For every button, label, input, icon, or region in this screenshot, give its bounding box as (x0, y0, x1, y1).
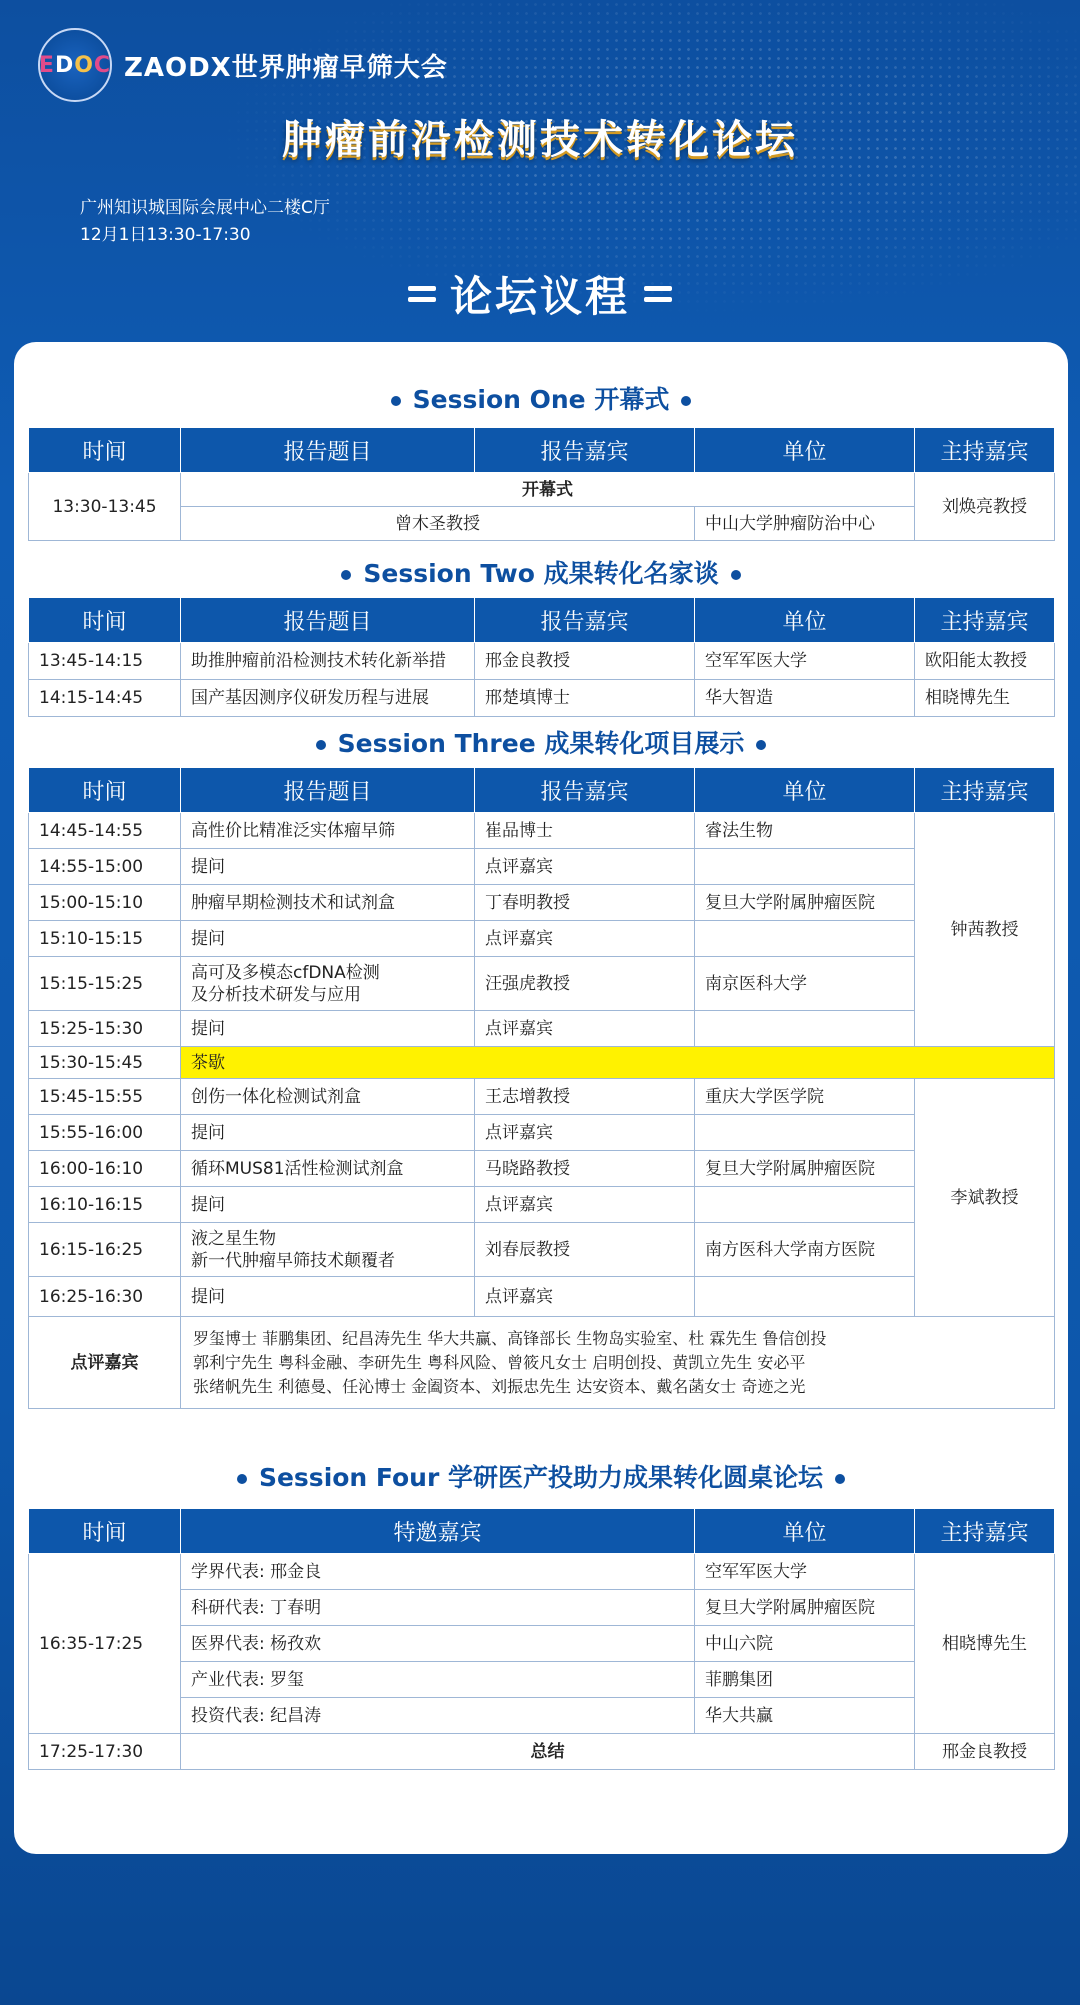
guest-cell: 医界代表: 杨孜欢 (181, 1626, 695, 1662)
col-time: 时间 (29, 598, 181, 643)
col-unit: 单位 (695, 598, 915, 643)
topic-cell: 高性价比精准泛实体瘤早筛 (181, 813, 475, 849)
table-row (29, 1554, 1055, 1590)
speaker-cell: 邢金良教授 (475, 643, 695, 680)
time-cell: 16:15-16:25 (29, 1223, 181, 1277)
time-cell: 16:10-16:15 (29, 1187, 181, 1223)
unit-cell: 华大智造 (695, 680, 915, 717)
unit-cell: 重庆大学医学院 (695, 1079, 915, 1115)
bullet-icon (316, 740, 326, 750)
table-row (29, 921, 1055, 957)
tea-break-cell: 茶歇 (181, 1047, 1055, 1079)
agenda-title (0, 264, 1080, 324)
col-unit: 单位 (695, 768, 915, 813)
reviewers-label: 点评嘉宾 (29, 1317, 181, 1409)
table-row (29, 1079, 1055, 1115)
topic-cell: 助推肿瘤前沿检测技术转化新举措 (181, 643, 475, 680)
table-row (29, 1187, 1055, 1223)
speaker-cell: 点评嘉宾 (475, 1187, 695, 1223)
table-row (29, 507, 1055, 541)
unit-cell (695, 1011, 915, 1047)
col-time: 时间 (29, 768, 181, 813)
speaker-cell: 丁春明教授 (475, 885, 695, 921)
session-four-table (28, 1508, 1055, 1770)
bullet-icon (341, 570, 351, 580)
bullet-icon (237, 1474, 247, 1484)
speaker-cell: 王志增教授 (475, 1079, 695, 1115)
col-time: 时间 (29, 428, 181, 473)
reviewers-row (29, 1317, 1055, 1409)
time-cell: 14:45-14:55 (29, 813, 181, 849)
time-cell: 15:45-15:55 (29, 1079, 181, 1115)
table-row (29, 849, 1055, 885)
time-cell: 15:00-15:10 (29, 885, 181, 921)
time-cell: 13:45-14:15 (29, 643, 181, 680)
col-speaker: 报告嘉宾 (475, 768, 695, 813)
col-host: 主持嘉宾 (915, 428, 1055, 473)
unit-cell: 中山六院 (695, 1626, 915, 1662)
reviewers-list: 罗玺博士 菲鹏集团、纪昌涛先生 华大共赢、高锋部长 生物岛实验室、杜 霖先生 鲁信创投 郭利宁先生 粤科金融、李研先生 粤科风险、曾筱凡女士 启明创投、黄凯立先生 安必平 张绪帆先生 利德曼、任沁博士 金阖资本、刘振忠先生 达安资本、戴名菡女士 奇迹之光 (181, 1317, 1055, 1409)
agenda-title-text: 论坛议程 (449, 272, 630, 321)
table-header-row (29, 768, 1055, 813)
speaker-cell: 刘春辰教授 (475, 1223, 695, 1277)
unit-cell (695, 1115, 915, 1151)
session-one-title: Session One 开幕式 (14, 380, 1068, 416)
col-unit: 单位 (695, 428, 915, 473)
col-host: 主持嘉宾 (915, 598, 1055, 643)
datetime: 12月1日13:30-17:30 (80, 225, 251, 245)
host-cell: 欧阳能太教授 (915, 643, 1055, 680)
table-row (29, 473, 1055, 507)
unit-cell: 南京医科大学 (695, 957, 915, 1011)
session-one-table (28, 427, 1055, 541)
unit-cell: 睿法生物 (695, 813, 915, 849)
table-header-row (29, 598, 1055, 643)
bullet-icon (731, 570, 741, 580)
equals-icon (644, 286, 672, 302)
host-cell: 李斌教授 (915, 1079, 1055, 1317)
bullet-icon (756, 740, 766, 750)
col-unit: 单位 (695, 1509, 915, 1554)
topic-cell: 肿瘤早期检测技术和试剂盒 (181, 885, 475, 921)
session-three-table (28, 767, 1055, 1409)
table-header-row (29, 428, 1055, 473)
table-row (29, 1277, 1055, 1317)
unit-cell (695, 849, 915, 885)
unit-cell: 空军军医大学 (695, 1554, 915, 1590)
host-cell: 相晓博先生 (915, 680, 1055, 717)
opening-cell: 开幕式 (181, 473, 915, 507)
table-header-row (29, 1509, 1055, 1554)
unit-cell: 华大共赢 (695, 1698, 915, 1734)
org-name: ZAODX世界肿瘤早筛大会 (124, 52, 448, 83)
speaker-cell: 邢楚填博士 (475, 680, 695, 717)
unit-cell: 复旦大学附属肿瘤医院 (695, 1590, 915, 1626)
table-row (29, 680, 1055, 717)
bullet-icon (391, 396, 401, 406)
unit-cell: 复旦大学附属肿瘤医院 (695, 885, 915, 921)
time-cell: 15:25-15:30 (29, 1011, 181, 1047)
time-cell: 17:25-17:30 (29, 1734, 181, 1770)
col-guests: 特邀嘉宾 (181, 1509, 695, 1554)
unit-cell: 中山大学肿瘤防治中心 (695, 507, 915, 541)
unit-cell: 菲鹏集团 (695, 1662, 915, 1698)
table-row (29, 885, 1055, 921)
unit-cell: 空军军医大学 (695, 643, 915, 680)
speaker-cell: 马晓路教授 (475, 1151, 695, 1187)
table-row (29, 1115, 1055, 1151)
venue: 广州知识城国际会展中心二楼C厅 (80, 198, 330, 218)
topic-cell: 提问 (181, 1011, 475, 1047)
guest-cell: 产业代表: 罗玺 (181, 1662, 695, 1698)
topic-cell: 循环MUS81活性检测试剂盒 (181, 1151, 475, 1187)
unit-cell: 南方医科大学南方医院 (695, 1223, 915, 1277)
guest-cell: 科研代表: 丁春明 (181, 1590, 695, 1626)
col-time: 时间 (29, 1509, 181, 1554)
topic-cell: 提问 (181, 1115, 475, 1151)
header-logo (38, 28, 448, 102)
time-cell: 16:00-16:10 (29, 1151, 181, 1187)
topic-cell: 国产基因测序仪研发历程与进展 (181, 680, 475, 717)
speaker-cell: 点评嘉宾 (475, 1115, 695, 1151)
guest-cell: 投资代表: 纪昌涛 (181, 1698, 695, 1734)
speaker-cell: 曾木圣教授 (181, 507, 695, 541)
edoc-logo-icon: EDOC (38, 28, 112, 102)
table-row (29, 1011, 1055, 1047)
unit-cell (695, 1187, 915, 1223)
guest-cell: 学界代表: 邢金良 (181, 1554, 695, 1590)
col-topic: 报告题目 (181, 768, 475, 813)
table-row (29, 957, 1055, 1011)
speaker-cell: 点评嘉宾 (475, 921, 695, 957)
col-topic: 报告题目 (181, 598, 475, 643)
speaker-cell: 点评嘉宾 (475, 849, 695, 885)
venue-info (80, 195, 330, 249)
speaker-cell: 点评嘉宾 (475, 1011, 695, 1047)
host-cell: 钟茜教授 (915, 813, 1055, 1047)
session-two-title: Session Two 成果转化名家谈 (14, 554, 1068, 590)
topic-cell: 提问 (181, 1277, 475, 1317)
speaker-cell: 崔品博士 (475, 813, 695, 849)
col-speaker: 报告嘉宾 (475, 598, 695, 643)
session-two-table (28, 597, 1055, 717)
table-row (29, 1223, 1055, 1277)
bullet-icon (835, 1474, 845, 1484)
table-row (29, 1698, 1055, 1734)
speaker-cell: 汪强虎教授 (475, 957, 695, 1011)
table-row (29, 1662, 1055, 1698)
topic-cell: 高可及多模态cfDNA检测 及分析技术研发与应用 (181, 957, 475, 1011)
forum-title: 肿瘤前沿检测技术转化论坛 (282, 117, 798, 163)
time-cell: 14:15-14:45 (29, 680, 181, 717)
bullet-icon (681, 396, 691, 406)
host-cell: 相晓博先生 (915, 1554, 1055, 1734)
topic-cell: 提问 (181, 1187, 475, 1223)
table-row (29, 1626, 1055, 1662)
time-cell: 14:55-15:00 (29, 849, 181, 885)
time-cell: 15:10-15:15 (29, 921, 181, 957)
col-topic: 报告题目 (181, 428, 475, 473)
agenda-card (14, 342, 1068, 1854)
table-row (29, 1151, 1055, 1187)
equals-icon (408, 286, 436, 302)
time-cell: 16:25-16:30 (29, 1277, 181, 1317)
col-host: 主持嘉宾 (915, 768, 1055, 813)
unit-cell (695, 921, 915, 957)
host-cell: 邢金良教授 (915, 1734, 1055, 1770)
host-cell: 刘焕亮教授 (915, 473, 1055, 541)
unit-cell: 复旦大学附属肿瘤医院 (695, 1151, 915, 1187)
tea-break-row (29, 1047, 1055, 1079)
session-three-title: Session Three 成果转化项目展示 (14, 724, 1068, 760)
time-cell: 13:30-13:45 (29, 473, 181, 541)
table-row (29, 1590, 1055, 1626)
unit-cell (695, 1277, 915, 1317)
topic-cell: 提问 (181, 849, 475, 885)
session-four-title: Session Four 学研医产投助力成果转化圆桌论坛 (14, 1458, 1068, 1494)
topic-cell: 提问 (181, 921, 475, 957)
summary-cell: 总结 (181, 1734, 915, 1770)
col-host: 主持嘉宾 (915, 1509, 1055, 1554)
time-cell: 15:15-15:25 (29, 957, 181, 1011)
col-speaker: 报告嘉宾 (475, 428, 695, 473)
time-cell: 16:35-17:25 (29, 1554, 181, 1734)
time-cell: 15:30-15:45 (29, 1047, 181, 1079)
table-row (29, 643, 1055, 680)
topic-cell: 创伤一体化检测试剂盒 (181, 1079, 475, 1115)
time-cell: 15:55-16:00 (29, 1115, 181, 1151)
table-row (29, 813, 1055, 849)
table-row (29, 1734, 1055, 1770)
topic-cell: 液之星生物 新一代肿瘤早筛技术颠覆者 (181, 1223, 475, 1277)
speaker-cell: 点评嘉宾 (475, 1277, 695, 1317)
